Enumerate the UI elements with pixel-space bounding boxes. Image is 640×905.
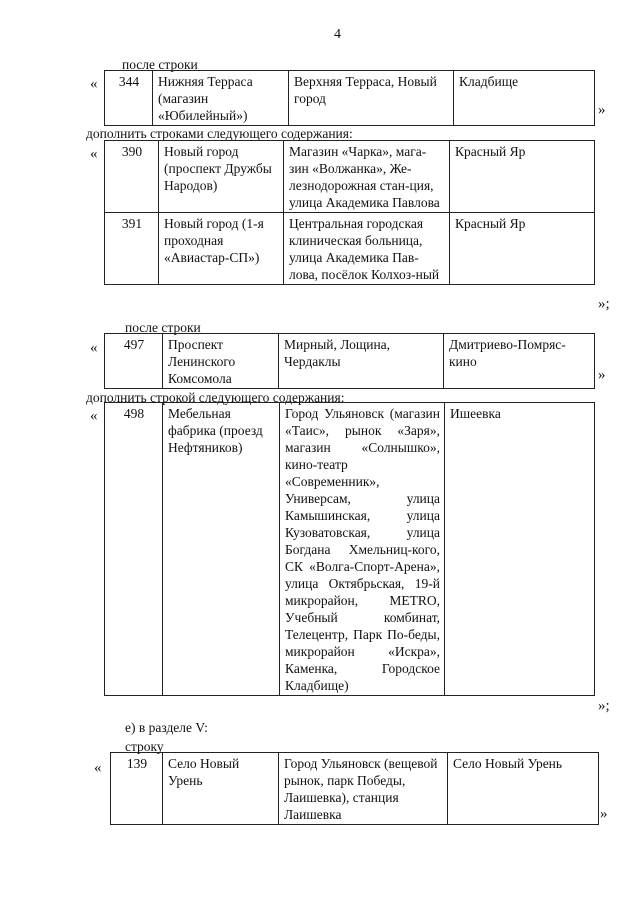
route-number-cell: 390 bbox=[105, 141, 159, 213]
table-row bbox=[105, 334, 595, 389]
route-number-cell: 391 bbox=[105, 213, 159, 285]
route-via-cell: Мирный, Лощина, Чердаклы bbox=[279, 334, 444, 389]
close-quote: » bbox=[598, 102, 606, 118]
close-quote-semicolon: »; bbox=[598, 296, 610, 312]
route-via-cell: Город Ульяновск (магазин «Таис», рынок «Заря», магазин «Солнышко», кино-театр «Современник», Универсам, улица Камышинская, улица Кузоватовская, улица Богдана Хмельниц-кого, СК «Волга-Спорт-Арена», улица Октябрьская, 19-й микрорайон, METRO, Учебный комбинат, Телецентр, Парк По-беды, микрорайон «Искра», Каменка, Городское Кладбище) bbox=[280, 403, 445, 696]
route-via-cell: Город Ульяновск (вещевой рынок, парк Победы, Лаишевка), станция Лаишевка bbox=[279, 753, 448, 825]
route-end-cell: Кладбище bbox=[454, 71, 595, 126]
caption-add-rows: дополнить строками следующего содержания: bbox=[86, 126, 353, 141]
table-row bbox=[111, 753, 599, 825]
route-start-cell: Село Новый Урень bbox=[163, 753, 279, 825]
route-number-cell: 498 bbox=[105, 403, 163, 696]
route-number-cell: 139 bbox=[111, 753, 163, 825]
close-quote: » bbox=[598, 367, 606, 383]
route-table-344 bbox=[104, 70, 595, 126]
route-start-cell: Новый город (1-я проходная «Авиастар-СП») bbox=[159, 213, 284, 285]
open-quote: « bbox=[94, 760, 102, 776]
table-row bbox=[105, 213, 595, 285]
open-quote: « bbox=[90, 146, 98, 162]
page-number: 4 bbox=[334, 27, 341, 42]
caption-section: е) в разделе V: bbox=[125, 720, 208, 735]
route-start-cell: Новый город (проспект Дружбы Народов) bbox=[159, 141, 284, 213]
table-row bbox=[105, 71, 595, 126]
close-quote-semicolon: »; bbox=[598, 698, 610, 714]
table-row bbox=[105, 141, 595, 213]
close-quote: » bbox=[600, 806, 608, 822]
route-start-cell: Нижняя Терраса (магазин «Юбилейный») bbox=[153, 71, 289, 126]
caption-add-row: дополнить строкой следующего содержания: bbox=[86, 390, 345, 405]
open-quote: « bbox=[90, 76, 98, 92]
route-via-cell: Центральная городская клиническая больница, улица Академика Пав-лова, посёлок Колхоз-ный bbox=[284, 213, 450, 285]
caption-after-row: после строки bbox=[125, 320, 201, 335]
route-via-cell: Магазин «Чарка», мага-зин «Волжанка», Же-лезнодорожная стан-ция, улица Академика Павлова bbox=[284, 141, 450, 213]
route-via-cell: Верхняя Терраса, Новый город bbox=[289, 71, 454, 126]
route-end-cell: Село Новый Урень bbox=[448, 753, 599, 825]
route-table-390 bbox=[104, 140, 595, 285]
route-end-cell: Ишеевка bbox=[445, 403, 595, 696]
route-number-cell: 344 bbox=[105, 71, 153, 126]
route-end-cell: Красный Яр bbox=[450, 141, 595, 213]
route-table-497 bbox=[104, 333, 595, 389]
route-number-cell: 497 bbox=[105, 334, 163, 389]
route-end-cell: Красный Яр bbox=[450, 213, 595, 285]
open-quote: « bbox=[90, 408, 98, 424]
caption-row: строку bbox=[125, 739, 164, 754]
route-table-139 bbox=[110, 752, 599, 825]
caption-after-row: после строки bbox=[122, 57, 198, 72]
route-start-cell: Мебельная фабрика (проезд Нефтяников) bbox=[163, 403, 280, 696]
route-table-498 bbox=[104, 402, 595, 696]
open-quote: « bbox=[90, 340, 98, 356]
route-start-cell: Проспект Ленинского Комсомола bbox=[163, 334, 279, 389]
table-row bbox=[105, 403, 595, 696]
route-end-cell: Дмитриево-Помряс-кино bbox=[444, 334, 595, 389]
